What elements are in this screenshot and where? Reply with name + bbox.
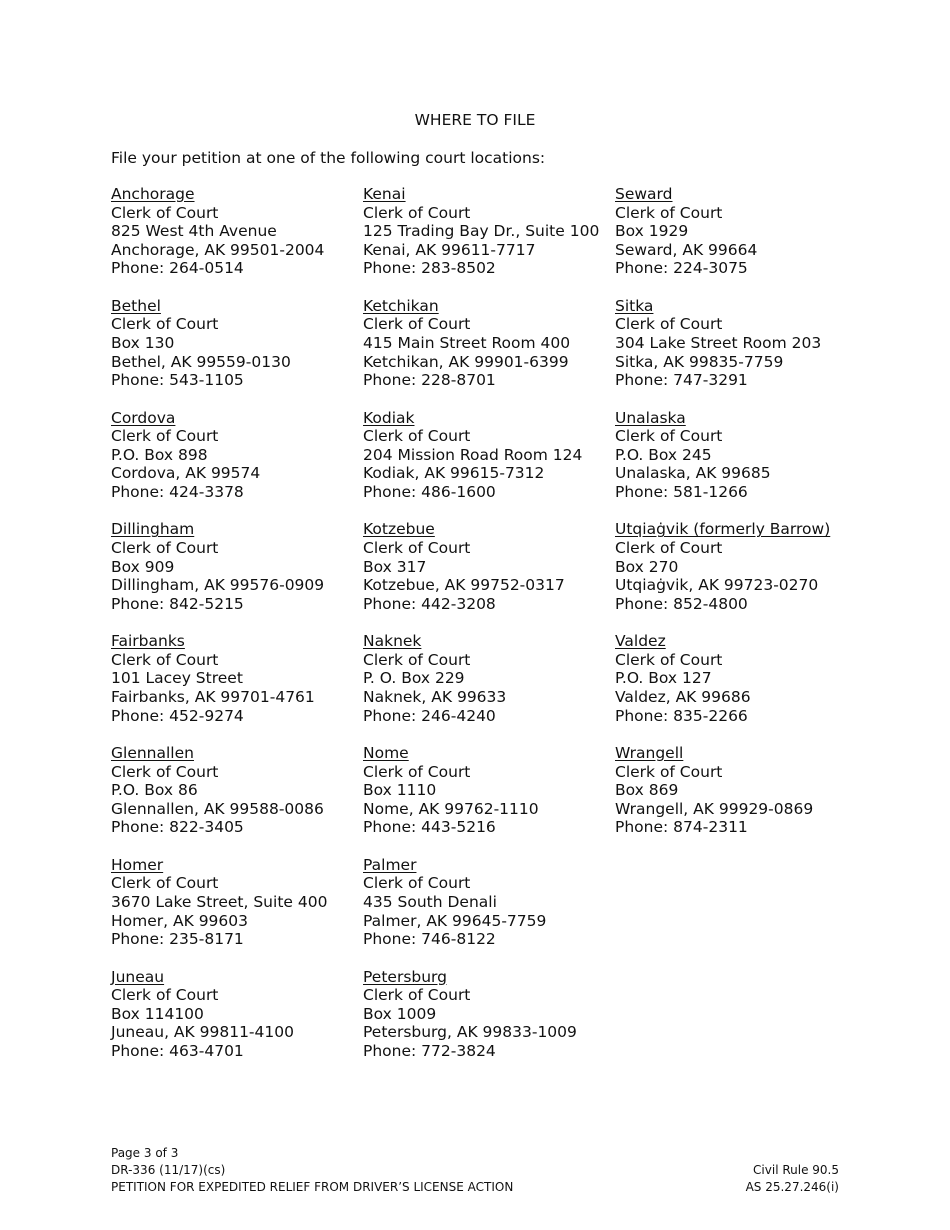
location-address: 435 South Denali	[363, 892, 497, 911]
location-city: Kotzebue, AK 99752-0317	[363, 576, 565, 595]
location-phone: Phone: 228-8701	[363, 371, 496, 390]
location-office: Clerk of Court	[111, 538, 219, 557]
location-phone: Phone: 486-1600	[363, 482, 496, 501]
location-address: Box 114100	[111, 1004, 204, 1023]
location-phone: Phone: 746-8122	[363, 930, 496, 949]
location-name: Kenai	[363, 185, 406, 203]
court-location	[363, 297, 599, 409]
location-office: Clerk of Court	[363, 986, 471, 1005]
court-location	[615, 632, 830, 744]
location-name: Utqiaġvik (formerly Barrow)	[615, 520, 831, 539]
location-name: Seward	[615, 185, 673, 203]
location-phone: Phone: 424-3378	[111, 482, 244, 501]
court-location	[111, 520, 327, 632]
location-city: Cordova, AK 99574	[111, 464, 261, 483]
location-address: 125 Trading Bay Dr., Suite 100	[363, 222, 600, 241]
location-address: P. O. Box 229	[363, 669, 465, 688]
court-location	[615, 520, 830, 632]
location-phone: Phone: 747-3291	[615, 371, 748, 390]
location-address: P.O. Box 898	[111, 445, 208, 464]
location-city: Seward, AK 99664	[615, 240, 758, 259]
location-office: Clerk of Court	[111, 762, 219, 781]
court-location	[363, 520, 599, 632]
location-city: Wrangell, AK 99929-0869	[615, 799, 814, 818]
location-city: Dillingham, AK 99576-0909	[111, 576, 325, 595]
court-location	[363, 968, 599, 1080]
location-city: Fairbanks, AK 99701-4761	[111, 687, 315, 706]
location-phone: Phone: 835-2266	[615, 706, 748, 725]
location-phone: Phone: 443-5216	[363, 818, 496, 837]
location-office: Clerk of Court	[363, 874, 471, 893]
locations-column-2	[363, 185, 599, 1079]
location-phone: Phone: 452-9274	[111, 706, 244, 725]
location-address: 304 Lake Street Room 203	[615, 333, 822, 352]
court-location	[363, 185, 599, 297]
location-address: Box 1929	[615, 222, 689, 241]
location-phone: Phone: 822-3405	[111, 818, 244, 837]
location-city: Sitka, AK 99835-7759	[615, 352, 784, 371]
location-phone: Phone: 235-8171	[111, 930, 244, 949]
location-phone: Phone: 852-4800	[615, 594, 748, 613]
location-city: Kodiak, AK 99615-7312	[363, 464, 545, 483]
court-location	[363, 744, 599, 856]
location-city: Palmer, AK 99645-7759	[363, 911, 547, 930]
location-office: Clerk of Court	[615, 427, 723, 446]
location-name: Dillingham	[111, 520, 195, 539]
location-office: Clerk of Court	[363, 315, 471, 334]
location-office: Clerk of Court	[111, 874, 219, 893]
location-phone: Phone: 283-8502	[363, 259, 496, 278]
location-office: Clerk of Court	[615, 762, 723, 781]
location-city: Nome, AK 99762-1110	[363, 799, 539, 818]
location-phone: Phone: 543-1105	[111, 371, 244, 390]
location-phone: Phone: 442-3208	[363, 594, 496, 613]
location-city: Naknek, AK 99633	[363, 687, 507, 706]
location-name: Bethel	[111, 296, 161, 315]
location-office: Clerk of Court	[615, 538, 723, 557]
form-number: DR-336 (11/17)(cs)	[111, 1163, 226, 1177]
location-office: Clerk of Court	[363, 762, 471, 781]
location-name: Kotzebue	[363, 520, 435, 539]
footer-left	[111, 1145, 513, 1196]
location-address: Box 317	[363, 557, 427, 576]
footer-right	[746, 1162, 839, 1196]
court-location	[111, 409, 327, 521]
location-office: Clerk of Court	[111, 986, 219, 1005]
location-office: Clerk of Court	[363, 203, 471, 222]
location-city: Anchorage, AK 99501-2004	[111, 240, 325, 259]
form-title: PETITION FOR EXPEDITED RELIEF FROM DRIVER’S LICENSE ACTION	[111, 1180, 514, 1194]
location-phone: Phone: 874-2311	[615, 818, 748, 837]
location-name: Sitka	[615, 296, 654, 315]
location-phone: Phone: 772-3824	[363, 1041, 496, 1060]
court-location	[615, 744, 830, 856]
location-address: 825 West 4th Avenue	[111, 222, 277, 241]
location-office: Clerk of Court	[615, 315, 723, 334]
location-office: Clerk of Court	[111, 203, 219, 222]
location-name: Palmer	[363, 855, 417, 874]
intro-text: File your petition at one of the following court locations:	[111, 149, 546, 167]
location-address: Box 869	[615, 781, 679, 800]
page-title: WHERE TO FILE	[414, 111, 536, 129]
location-office: Clerk of Court	[111, 315, 219, 334]
location-city: Petersburg, AK 99833-1009	[363, 1023, 577, 1042]
location-address: 101 Lacey Street	[111, 669, 243, 688]
location-city: Kenai, AK 99611-7717	[363, 240, 536, 259]
location-city: Juneau, AK 99811-4100	[111, 1023, 294, 1042]
court-location	[111, 632, 327, 744]
location-name: Anchorage	[111, 185, 195, 203]
location-phone: Phone: 246-4240	[363, 706, 496, 725]
location-city: Ketchikan, AK 99901-6399	[363, 352, 569, 371]
court-location	[615, 409, 830, 521]
location-name: Fairbanks	[111, 632, 185, 651]
location-address: Box 1110	[363, 781, 437, 800]
location-city: Bethel, AK 99559-0130	[111, 352, 291, 371]
court-location	[363, 409, 599, 521]
location-name: Ketchikan	[363, 296, 439, 315]
location-city: Glennallen, AK 99588-0086	[111, 799, 324, 818]
court-location	[111, 744, 327, 856]
location-name: Cordova	[111, 408, 176, 427]
location-office: Clerk of Court	[111, 650, 219, 669]
statute-reference: AS 25.27.246(i)	[745, 1180, 839, 1194]
location-office: Clerk of Court	[111, 427, 219, 446]
location-address: Box 1009	[363, 1004, 437, 1023]
location-address: P.O. Box 245	[615, 445, 712, 464]
court-location	[363, 632, 599, 744]
court-location	[363, 856, 599, 968]
location-city: Unalaska, AK 99685	[615, 464, 771, 483]
location-address: 204 Mission Road Room 124	[363, 445, 583, 464]
court-location	[615, 185, 830, 297]
location-city: Valdez, AK 99686	[615, 687, 751, 706]
civil-rule: Civil Rule 90.5	[753, 1163, 839, 1177]
location-office: Clerk of Court	[363, 650, 471, 669]
location-office: Clerk of Court	[615, 650, 723, 669]
location-phone: Phone: 224-3075	[615, 259, 748, 278]
court-location	[111, 185, 327, 297]
location-name: Kodiak	[363, 408, 415, 427]
location-name: Homer	[111, 855, 164, 874]
location-city: Utqiaġvik, AK 99723-0270	[615, 576, 819, 595]
location-address: Box 909	[111, 557, 175, 576]
location-name: Valdez	[615, 632, 666, 651]
location-name: Glennallen	[111, 743, 194, 762]
locations-column-3	[615, 185, 830, 856]
location-phone: Phone: 842-5215	[111, 594, 244, 613]
location-phone: Phone: 264-0514	[111, 259, 244, 278]
location-office: Clerk of Court	[363, 538, 471, 557]
location-address: Box 270	[615, 557, 679, 576]
page-number: Page 3 of 3	[111, 1146, 179, 1160]
location-office: Clerk of Court	[615, 203, 723, 222]
location-address: 3670 Lake Street, Suite 400	[111, 892, 328, 911]
court-location	[111, 856, 327, 968]
location-name: Naknek	[363, 632, 422, 651]
location-phone: Phone: 463-4701	[111, 1041, 244, 1060]
locations-column-1	[111, 185, 327, 1079]
location-name: Wrangell	[615, 743, 684, 762]
court-location	[111, 968, 327, 1080]
location-address: 415 Main Street Room 400	[363, 333, 571, 352]
location-name: Nome	[363, 743, 409, 762]
court-location	[111, 297, 327, 409]
location-name: Unalaska	[615, 408, 686, 427]
location-name: Petersburg	[363, 967, 447, 986]
location-name: Juneau	[111, 967, 165, 986]
location-address: P.O. Box 86	[111, 781, 198, 800]
location-address: P.O. Box 127	[615, 669, 712, 688]
location-phone: Phone: 581-1266	[615, 482, 748, 501]
location-address: Box 130	[111, 333, 175, 352]
court-location	[615, 297, 830, 409]
location-city: Homer, AK 99603	[111, 911, 249, 930]
location-office: Clerk of Court	[363, 427, 471, 446]
